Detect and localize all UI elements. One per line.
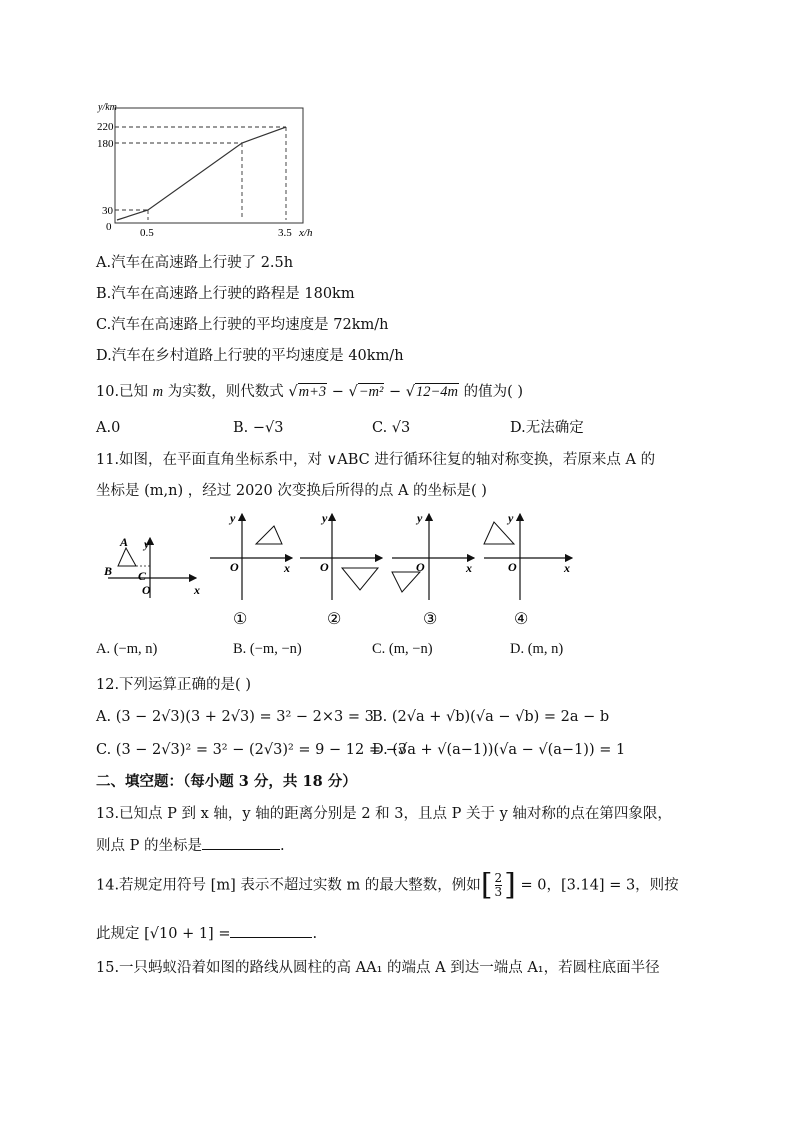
y-tick-30: 30 <box>102 205 113 217</box>
panel-1-x: x <box>284 561 290 575</box>
q11-option-c: C. (m, −n) <box>372 641 433 657</box>
q14-stem-line2: 此规定 [√10 + 1] = . <box>96 923 317 944</box>
q10-option-a: A.0 <box>96 420 121 436</box>
panel-1 <box>210 511 292 628</box>
label-A: A <box>120 535 129 549</box>
q11-option-b: B. (−m, −n) <box>233 641 302 657</box>
q10-option-c: C. √3 <box>372 420 411 436</box>
q12-option-d: D. (√a + √(a−1))(√a − √(a−1)) = 1 <box>372 742 626 758</box>
q9-option-d: D.汽车在乡村道路上行驶的平均速度是 40km/h <box>96 348 404 364</box>
panel-2 <box>300 511 382 628</box>
panel-2-number: ② <box>327 611 342 628</box>
q14-answer-blank[interactable] <box>230 923 312 938</box>
panel-4-x: x <box>564 561 570 575</box>
y-tick-220: 220 <box>97 121 114 133</box>
q9-option-c: C.汽车在高速路上行驶的平均速度是 72km/h <box>96 317 389 333</box>
q10-prefix: 10.已知 <box>96 384 153 400</box>
y-axis-label: y/km <box>98 102 117 113</box>
panel-1-O: O <box>230 560 239 574</box>
q13-text: 则点 P 的坐标是 <box>96 838 202 854</box>
distance-time-graph <box>96 100 336 245</box>
panel-2-y: y <box>322 511 328 525</box>
label-C: C <box>138 569 147 583</box>
panel-4-O: O <box>508 560 517 574</box>
q11-option-d: D. (m, n) <box>510 641 564 657</box>
q10-suffix: 的值为( ) <box>458 384 524 400</box>
q14-fraction: $\frac{2}{3}$ <box>494 871 503 899</box>
q10-expression: √m+3 − √−m² − √12−4m <box>288 384 458 400</box>
q10-mid: 为实数，则代数式 <box>163 384 289 400</box>
panel-1-y: y <box>230 511 236 525</box>
q12-option-b: B. (2√a + √b)(√a − √b) = 2a − b <box>372 709 610 725</box>
panel-4-number: ④ <box>514 611 529 628</box>
original-triangle-figure <box>103 535 200 598</box>
q14-stem-line1: 14.若规定用符号 [m] 表示不超过实数 m 的最大整数，例如[ $\frac{2}{3}$ ] = 0，[3.14] = 3，则按 <box>96 867 679 903</box>
q11-stem-line1: 11.如图，在平面直角坐标系中，对 ∨ABC 进行循环往复的轴对称变换，若原来点 A 的 <box>96 452 656 468</box>
q13-stem-line1: 13.已知点 P 到 x 轴，y 轴的距离分别是 2 和 3，且点 P 关于 y 轴对称的点在第四象限， <box>96 806 672 822</box>
x-axis-label: x/h <box>299 227 313 239</box>
q12-option-a: A. (3 − 2√3)(3 + 2√3) = 3² − 2×3 = 3 <box>96 709 374 725</box>
q15-stem-line1: 15.一只蚂蚁沿着如图的路线从圆柱的高 AA₁ 的端点 A 到达一端点 A₁，若圆柱底面半径 <box>96 960 660 976</box>
label-B: B <box>104 564 113 578</box>
q13-answer-blank[interactable] <box>202 835 280 850</box>
q12-option-c: C. (3 − 2√3)² = 3² − (2√3)² = 9 − 12 = −3 <box>96 742 407 758</box>
q11-figure <box>96 508 586 630</box>
y-tick-180: 180 <box>97 138 114 150</box>
q14-part2: = 0，[3.14] = 3，则按 <box>515 877 679 894</box>
q10-option-b: B. −√3 <box>233 420 284 436</box>
panel-1-number: ① <box>233 611 248 628</box>
q10-stem <box>96 382 523 402</box>
panel-3-y: y <box>417 511 423 525</box>
panel-4-y: y <box>508 511 514 525</box>
graph-border <box>115 108 303 223</box>
q14-part1: 14.若规定用符号 [m] 表示不超过实数 m 的最大整数，例如 <box>96 877 481 894</box>
panel-2-O: O <box>320 560 329 574</box>
y-tick-0: 0 <box>106 221 112 233</box>
q9-option-b: B.汽车在高速路上行驶的路程是 180km <box>96 286 355 302</box>
x-tick-05: 0.5 <box>140 227 154 239</box>
q10-option-d: D.无法确定 <box>510 420 584 436</box>
panel-3-x: x <box>466 561 472 575</box>
panel-3-number: ③ <box>423 611 438 628</box>
q9-option-a: A.汽车在高速路上行驶了 2.5h <box>96 255 294 271</box>
q10-var: m <box>152 384 164 400</box>
q11-option-a: A. (−m, n) <box>96 641 158 657</box>
panel-4 <box>484 511 572 628</box>
panel-3-O: O <box>416 560 425 574</box>
section-heading-fill-blank: 二、填空题：（每小题 3 分，共 18 分） <box>96 773 357 790</box>
label-O: O <box>142 583 151 597</box>
q12-stem: 12.下列运算正确的是( ) <box>96 677 251 693</box>
label-x: x <box>194 583 200 597</box>
q13-stem-line2: 则点 P 的坐标是 . <box>96 835 285 856</box>
q14-line2-text: 此规定 [√10 + 1] = <box>96 926 231 942</box>
panel-3 <box>392 511 474 628</box>
x-tick-35: 3.5 <box>278 227 292 239</box>
label-y: y <box>144 537 150 551</box>
distance-line <box>117 127 286 220</box>
q11-stem-line2: 坐标是 (m,n) ，经过 2020 次变换后所得的点 A 的坐标是( ) <box>96 483 487 499</box>
